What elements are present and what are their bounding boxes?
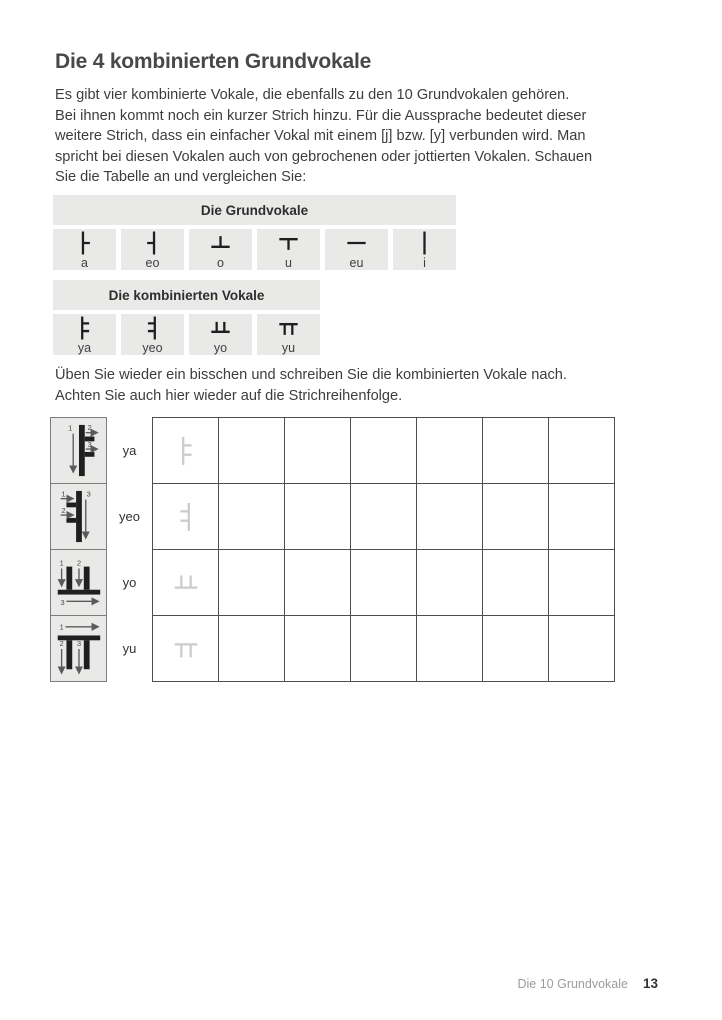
intro-paragraph — [55, 85, 592, 188]
text-line: Üben Sie wieder ein bisschen und schreiben Sie die kombinierten Vokale nach. — [55, 367, 567, 383]
text-line: weitere Strich, dass ein einfacher Vokal mit einem [j] bzw. [y] verbunden wird. Man — [55, 128, 586, 145]
practice-row-ya — [50, 417, 615, 484]
footer-chapter-label: Die 10 Grundvokale — [517, 977, 628, 991]
jamo-yo-glyph — [209, 315, 232, 341]
empty-writing-cell[interactable] — [482, 549, 549, 616]
vowel-cell-o — [189, 229, 252, 270]
stroke-order-box-yo — [50, 549, 107, 616]
empty-writing-cell[interactable] — [284, 483, 351, 550]
text-line: Sie die Tabelle an und vergleichen Sie: — [55, 169, 307, 186]
vowel-cell-i — [393, 229, 456, 270]
page-footer — [517, 976, 658, 991]
svg-text:1: 1 — [68, 423, 73, 433]
practice-row-yeo — [50, 483, 615, 550]
svg-text:2: 2 — [87, 422, 92, 432]
writing-cells — [152, 483, 615, 550]
empty-writing-cell[interactable] — [350, 483, 417, 550]
page-title: Die 4 kombinierten Grundvokale — [55, 50, 372, 73]
trace-cell-yu[interactable] — [152, 615, 219, 682]
vowel-cell-eu — [325, 229, 388, 270]
jamo-yu-glyph — [172, 633, 200, 665]
empty-writing-cell[interactable] — [284, 615, 351, 682]
jamo-yo-glyph — [172, 567, 200, 599]
grundvokale-table-header: Die Grundvokale — [53, 195, 456, 225]
vowel-cell-yo — [189, 314, 252, 355]
jamo-eo-glyph — [141, 230, 164, 256]
stroke-order-yo-diagram — [51, 550, 106, 615]
vowel-cell-eo — [121, 229, 184, 270]
vowel-roman-label: yu — [281, 340, 296, 355]
vowel-roman-label: i — [423, 255, 426, 270]
svg-text:2: 2 — [76, 558, 82, 568]
stroke-order-ya-diagram — [51, 418, 106, 483]
svg-text:1: 1 — [59, 558, 64, 568]
kombinierte-table — [53, 280, 456, 355]
empty-writing-cell[interactable] — [284, 549, 351, 616]
vowel-tables — [53, 195, 456, 355]
svg-text:3: 3 — [86, 489, 91, 499]
empty-writing-cell[interactable] — [350, 417, 417, 484]
svg-text:3: 3 — [60, 598, 65, 608]
text-line: Achten Sie auch hier wieder auf die Strichreihenfolge. — [55, 387, 403, 404]
empty-writing-cell[interactable] — [218, 417, 285, 484]
svg-text:3: 3 — [76, 639, 82, 649]
jamo-yeo-glyph — [172, 501, 200, 533]
jamo-o-glyph — [209, 230, 232, 256]
empty-writing-cell[interactable] — [482, 483, 549, 550]
empty-writing-cell[interactable] — [284, 417, 351, 484]
vowel-cell-a — [53, 229, 116, 270]
svg-text:2: 2 — [59, 639, 64, 649]
empty-writing-cell[interactable] — [482, 417, 549, 484]
vowel-roman-label: eu — [349, 255, 364, 270]
stroke-order-yu-diagram — [51, 616, 106, 681]
stroke-order-box-yu — [50, 615, 107, 682]
vowel-cell-u — [257, 229, 320, 270]
text-line: spricht bei diesen Vokalen auch von gebrochenen oder jottierten Vokalen. Schauen — [55, 148, 593, 165]
empty-writing-cell[interactable] — [416, 549, 483, 616]
empty-writing-cell[interactable] — [218, 483, 285, 550]
practice-row-yo — [50, 549, 615, 616]
empty-writing-cell[interactable] — [548, 417, 615, 484]
vowel-cell-yeo — [121, 314, 184, 355]
vowel-roman-label: o — [217, 255, 224, 270]
writing-cells — [152, 549, 615, 616]
jamo-i-glyph — [413, 230, 436, 256]
jamo-eu-glyph — [345, 230, 368, 256]
footer-page-number: 13 — [642, 976, 658, 991]
practice-row-label: yo — [122, 575, 137, 590]
stroke-order-box-ya — [50, 417, 107, 484]
kombinierte-table-header: Die kombinierten Vokale — [53, 280, 320, 310]
vowel-roman-label: yeo — [142, 340, 163, 355]
vowel-cell-ya — [53, 314, 116, 355]
empty-writing-cell[interactable] — [416, 483, 483, 550]
empty-writing-cell[interactable] — [548, 549, 615, 616]
jamo-yu-glyph — [277, 315, 300, 341]
vowel-roman-label: eo — [145, 255, 160, 270]
jamo-ya-glyph — [172, 435, 200, 467]
jamo-ya-glyph — [73, 315, 96, 341]
stroke-order-yeo-diagram — [51, 484, 106, 549]
svg-text:1: 1 — [59, 622, 64, 632]
stroke-order-box-yeo — [50, 483, 107, 550]
jamo-yeo-glyph — [141, 315, 164, 341]
writing-cells — [152, 417, 615, 484]
writing-cells — [152, 615, 615, 682]
svg-text:1: 1 — [61, 489, 66, 499]
vowel-roman-label: yo — [213, 340, 228, 355]
practice-row-label: yu — [122, 641, 137, 656]
empty-writing-cell[interactable] — [218, 549, 285, 616]
empty-writing-cell[interactable] — [350, 615, 417, 682]
practice-table — [50, 417, 615, 682]
trace-cell-yo[interactable] — [152, 549, 219, 616]
empty-writing-cell[interactable] — [416, 417, 483, 484]
practice-row-yu — [50, 615, 615, 682]
text-line: Bei ihnen kommt noch ein kurzer Strich hinzu. Für die Aussprache bedeutet dieser — [55, 107, 587, 124]
vowel-cell-yu — [257, 314, 320, 355]
vowel-roman-label: a — [81, 255, 88, 270]
svg-text:2: 2 — [61, 506, 66, 516]
kombinierte-table-row — [53, 314, 456, 355]
trace-cell-ya[interactable] — [152, 417, 219, 484]
empty-writing-cell[interactable] — [482, 615, 549, 682]
jamo-u-glyph — [277, 230, 300, 256]
jamo-a-glyph — [73, 230, 96, 256]
grundvokale-table — [53, 195, 456, 270]
empty-writing-cell[interactable] — [548, 615, 615, 682]
empty-writing-cell[interactable] — [548, 483, 615, 550]
empty-writing-cell[interactable] — [416, 615, 483, 682]
empty-writing-cell[interactable] — [350, 549, 417, 616]
empty-writing-cell[interactable] — [218, 615, 285, 682]
practice-row-label: yeo — [119, 509, 140, 524]
practice-row-label: ya — [122, 443, 137, 458]
grundvokale-table-row — [53, 229, 456, 270]
vowel-roman-label: u — [285, 255, 292, 270]
trace-cell-yeo[interactable] — [152, 483, 219, 550]
svg-text:3: 3 — [87, 440, 92, 450]
vowel-roman-label: ya — [77, 340, 92, 355]
practice-paragraph — [55, 365, 567, 406]
text-line: Es gibt vier kombinierte Vokale, die ebenfalls zu den 10 Grundvokalen gehören. — [55, 87, 570, 103]
